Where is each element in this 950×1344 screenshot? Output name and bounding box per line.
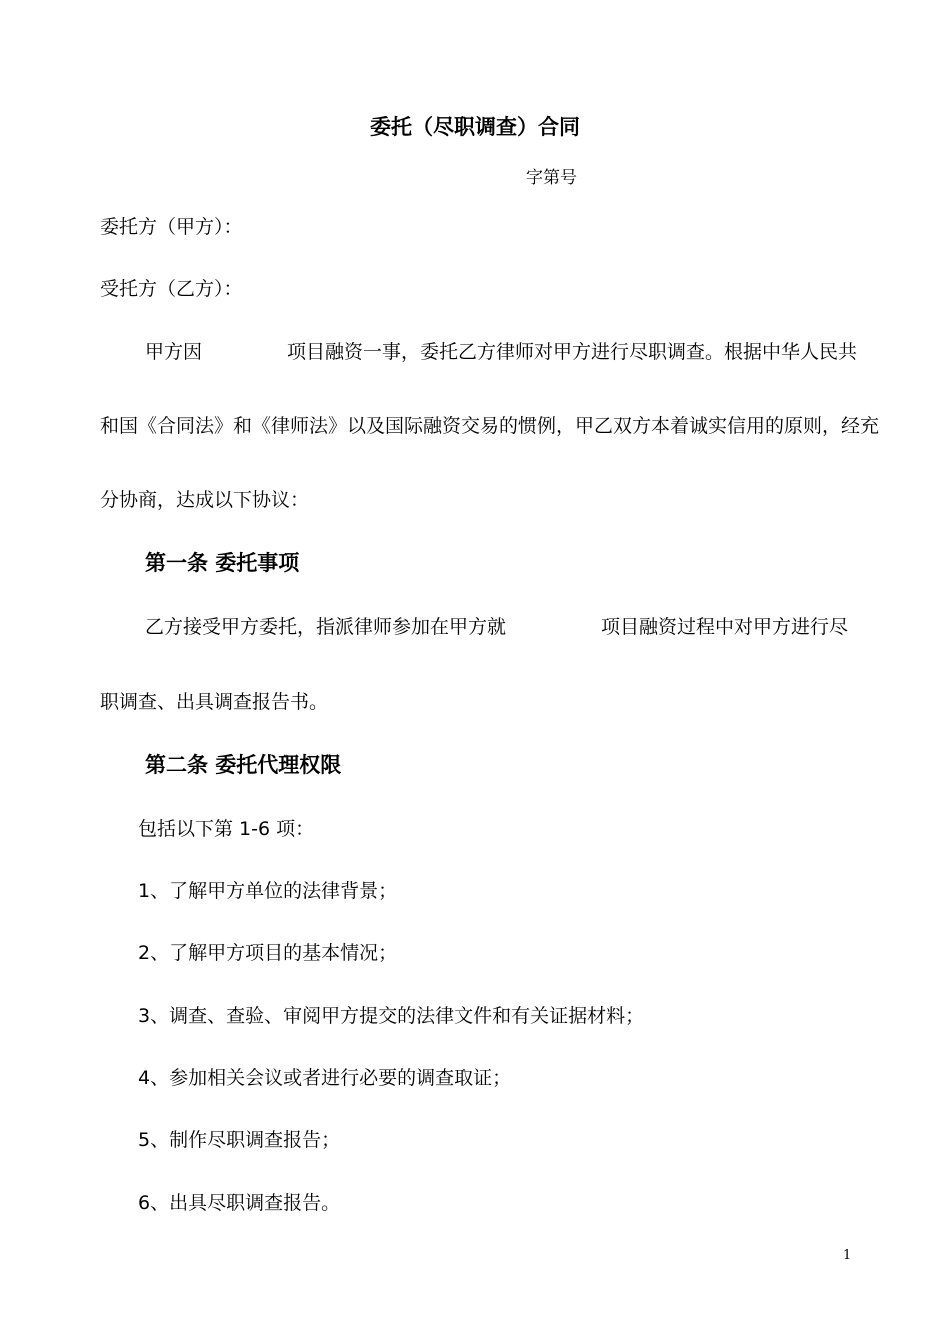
article1-line1-start: 乙方接受甲方委托，指派律师参加在甲方就 (145, 616, 507, 638)
list-item: 6、出具尽职调查报告。 (138, 1192, 341, 1214)
preamble-line2: 和国《合同法》和《律师法》以及国际融资交易的惯例，甲乙双方本着诚实信用的原则，经充 (100, 415, 880, 437)
list-item: 3、调查、查验、审阅甲方提交的法律文件和有关证据材料； (138, 1005, 645, 1027)
list-item: 5、制作尽职调查报告； (138, 1129, 341, 1151)
list-item: 1、了解甲方单位的法律背景； (138, 880, 398, 902)
article1-heading: 第一条 委托事项 (145, 551, 300, 575)
party-a-label: 委托方（甲方）： (100, 216, 243, 238)
list-item: 2、了解甲方项目的基本情况； (138, 942, 398, 964)
preamble-line1-start: 甲方因 (145, 341, 203, 363)
preamble-line3: 分协商，达成以下协议： (100, 489, 310, 511)
contract-title: 委托（尽职调查）合同 (370, 115, 580, 139)
party-b-label: 受托方（乙方）： (100, 278, 243, 300)
article1-line2: 职调查、出具调查报告书。 (100, 691, 329, 713)
page-number: 1 (843, 1248, 852, 1263)
article2-heading: 第二条 委托代理权限 (145, 753, 342, 777)
preamble-line1-end: 项目融资一事，委托乙方律师对甲方进行尽职调查。根据中华人民共 (287, 341, 858, 363)
list-item: 4、参加相关会议或者进行必要的调查取证； (138, 1067, 512, 1089)
document-number: 字第号 (526, 168, 577, 188)
article2-intro: 包括以下第 1-6 项： (138, 818, 315, 840)
article1-line1-end: 项目融资过程中对甲方进行尽 (601, 616, 849, 638)
